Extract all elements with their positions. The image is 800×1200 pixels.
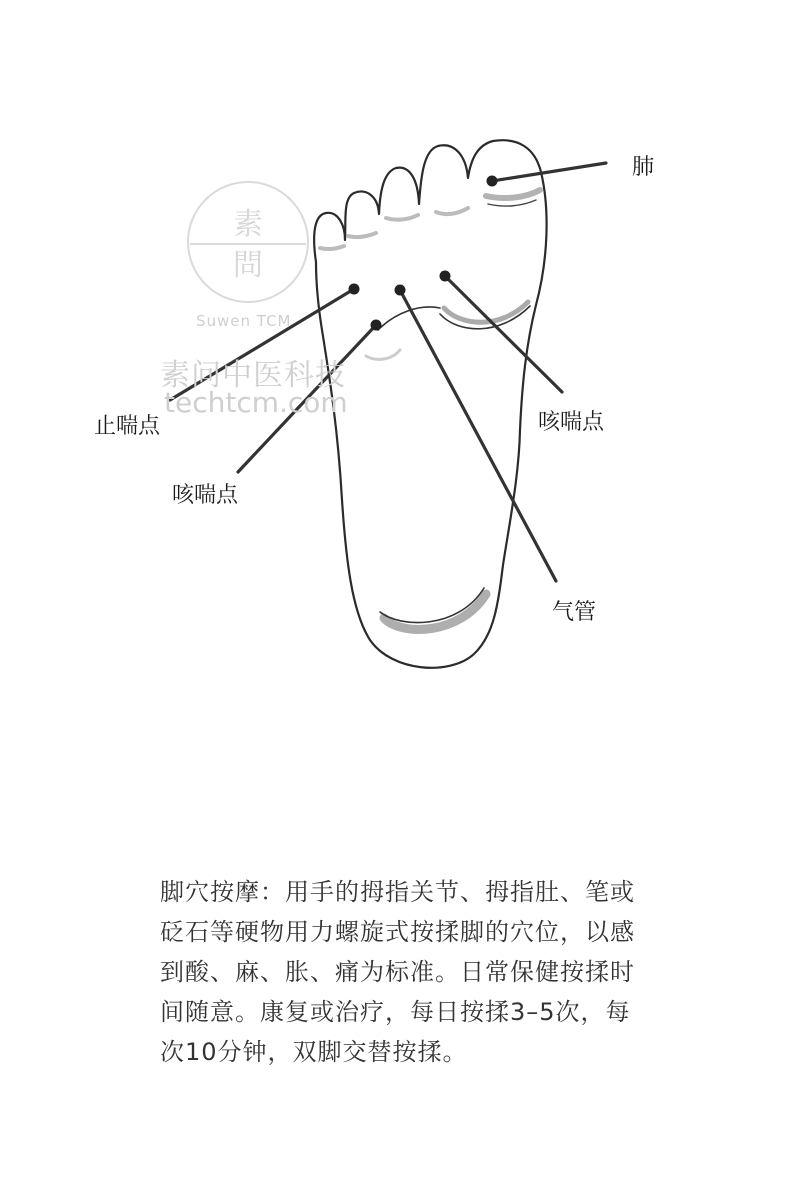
label-cough-asthma-left: 咳喘点 bbox=[172, 483, 239, 508]
point-cough-asthma-right bbox=[440, 271, 451, 282]
massage-instructions: 脚穴按摩：用手的拇指关节、拇指肚、笔或砭石等硬物用力螺旋式按揉脚的穴位，以感到酸、麻、胀、痛为标准。日常保健按揉时间随意。康复或治疗，每日按揉3–5次，每次10分钟，双脚交替按揉。 bbox=[160, 878, 635, 1066]
watermark-seal-char-1: 素 bbox=[233, 207, 263, 242]
label-trachea: 气管 bbox=[552, 600, 597, 625]
point-trachea bbox=[395, 285, 406, 296]
watermark-company: 素问中医科技 bbox=[160, 358, 346, 393]
label-lung: 肺 bbox=[632, 155, 655, 180]
point-cough-asthma-left bbox=[371, 320, 382, 331]
foot-outline bbox=[314, 140, 546, 668]
point-stop-asthma bbox=[349, 284, 360, 295]
watermark-seal-char-2: 問 bbox=[233, 248, 263, 283]
watermark-site: techtcm.com bbox=[164, 386, 348, 419]
watermark-seal bbox=[188, 182, 308, 302]
label-cough-asthma-right: 咳喘点 bbox=[538, 410, 605, 435]
watermark-brand: Suwen TCM bbox=[196, 312, 292, 330]
point-lung bbox=[487, 176, 498, 187]
label-stop-asthma: 止喘点 bbox=[94, 414, 161, 439]
